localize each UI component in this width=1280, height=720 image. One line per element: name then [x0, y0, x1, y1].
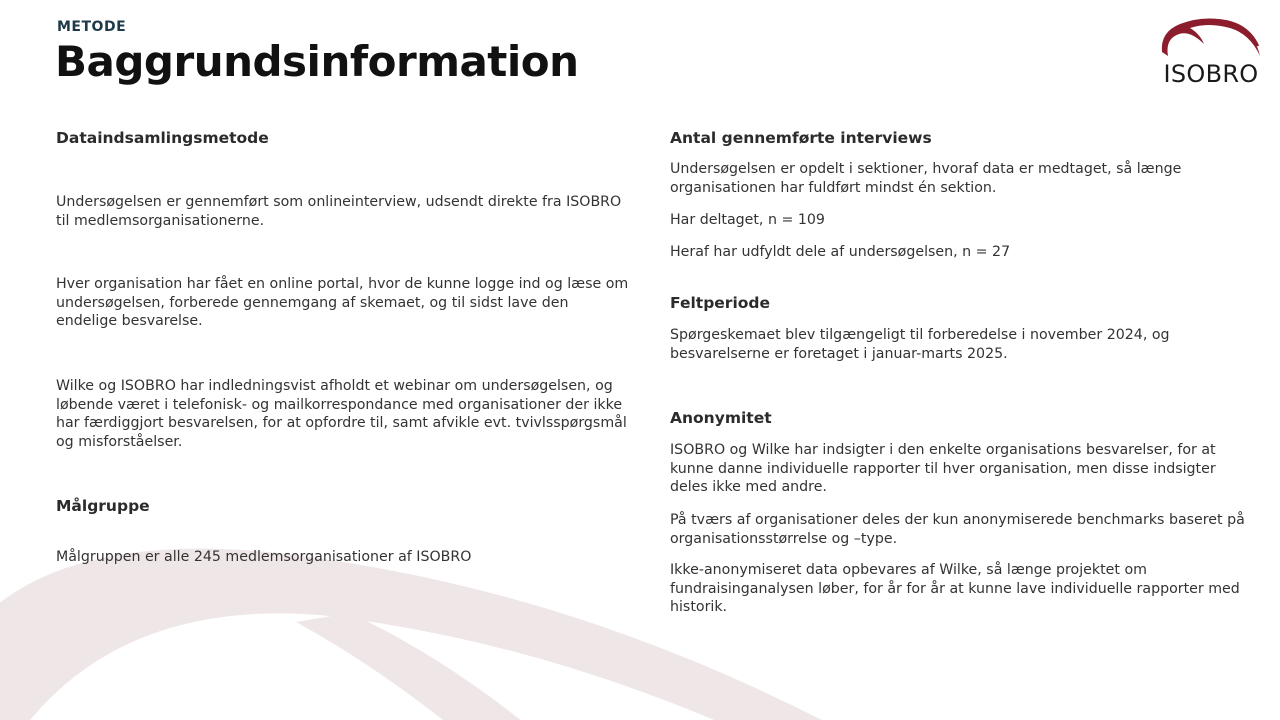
- paragraph: Har deltaget, n = 109: [670, 212, 825, 228]
- heading-malgruppe: Målgruppe: [56, 497, 150, 515]
- paragraph: Heraf har udfyldt dele af undersøgelsen, n = 27: [670, 244, 1011, 260]
- section-kicker: METODE: [57, 19, 127, 35]
- paragraph: Wilke og ISOBRO har indledningsvist afholdt et webinar om undersøgelsen, og løbende været i telefonisk- og mailkorrespondance med organisationer der ikke har færdiggjort besvarelsen, for at opfordre til, samt afvikle evt. tvivlsspørgsmål og misforståelser.: [56, 378, 627, 450]
- page-title: Baggrundsinformation: [55, 37, 579, 86]
- paragraph: Ikke-anonymiseret data opbevares af Wilke, så længe projektet om fundraisinganalysen løber, for år for år at kunne lave individuelle rapporter med historik.: [670, 562, 1240, 616]
- heading-dataindsamlingsmetode: Dataindsamlingsmetode: [56, 129, 269, 147]
- heading-anonymitet: Anonymitet: [670, 409, 772, 427]
- paragraph: Hver organisation har fået en online portal, hvor de kunne logge ind og læse om undersøgelsen, forberede gennemgang af skemaet, og til sidst lave den endelige besvarelse.: [56, 276, 629, 330]
- heading-feltperiode: Feltperiode: [670, 294, 771, 312]
- isobro-logo: [1150, 12, 1272, 92]
- paragraph: Spørgeskemaet blev tilgængeligt til forberedelse i november 2024, og besvarelserne er foretaget i januar-marts 2025.: [670, 327, 1170, 362]
- paragraph: Undersøgelsen er gennemført som onlineinterview, udsendt direkte fra ISOBRO til medlemsorganisationerne.: [56, 194, 622, 229]
- paragraph: Undersøgelsen er opdelt i sektioner, hvoraf data er medtaget, så længe organisationen har fuldført mindst én sektion.: [670, 161, 1182, 196]
- paragraph: På tværs af organisationer deles der kun anonymiserede benchmarks baseret på organisationsstørrelse og –type.: [670, 512, 1245, 547]
- isobro-arch-icon: [1156, 12, 1266, 58]
- heading-antal-interviews: Antal gennemførte interviews: [670, 129, 932, 147]
- paragraph: Målgruppen er alle 245 medlemsorganisationer af ISOBRO: [56, 549, 472, 565]
- paragraph: ISOBRO og Wilke har indsigter i den enkelte organisations besvarelser, for at kunne danne individuelle rapporter til hver organisation, men disse indsigter deles ikke med andre.: [670, 442, 1216, 496]
- logo-text: ISOBRO: [1163, 60, 1259, 88]
